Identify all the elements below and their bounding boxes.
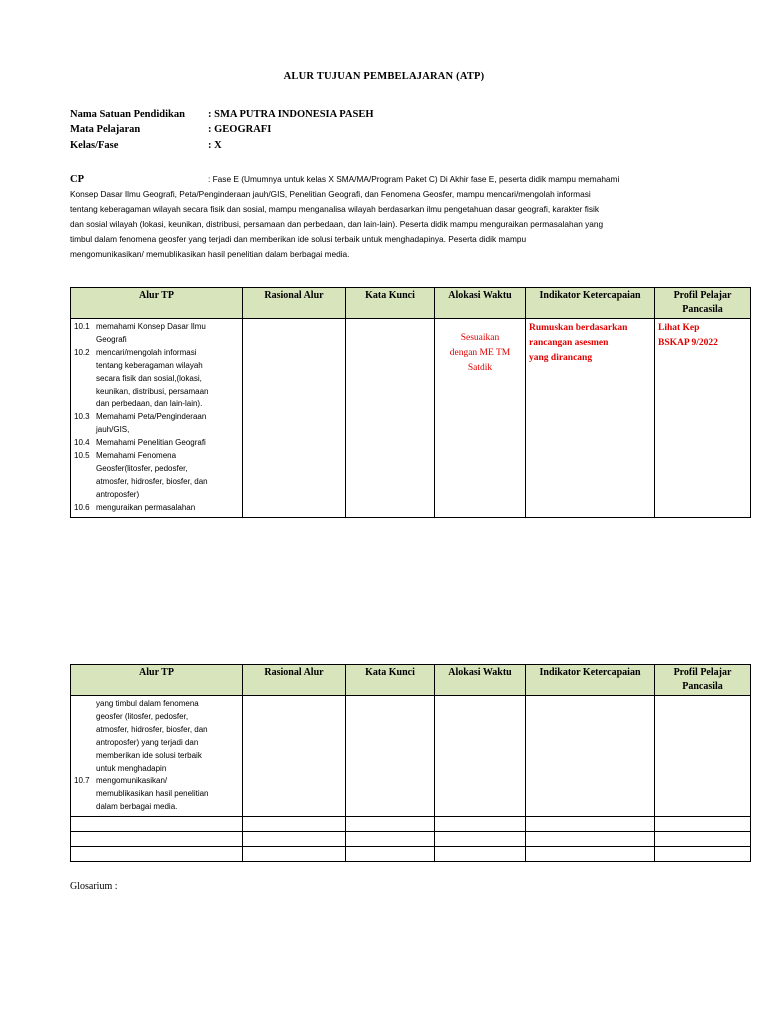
- tp-item: [74, 502, 239, 515]
- tp-item: [74, 321, 239, 347]
- tp-line: untuk menghadapin: [96, 763, 167, 773]
- rasional-alur-cell: [243, 319, 346, 518]
- table-header-row: [71, 665, 751, 696]
- profil-cell: [655, 319, 751, 518]
- cp-line: Konsep Dasar Ilmu Geografi, Peta/Penginderaan jauh/GIS, Penelitian Geografi, dan Fenomena Geosfer, mampu mencari/mengolah informasi: [70, 189, 591, 199]
- profil-line: Lihat Kep: [658, 323, 700, 333]
- empty-cell: [655, 847, 751, 862]
- alokasi-line: Sesuaikan: [460, 333, 500, 343]
- header-alokasi-waktu: Alokasi Waktu: [435, 665, 526, 696]
- tp-number: 10.5: [74, 451, 90, 461]
- cp-paragraph: [70, 172, 695, 262]
- tp-item: [74, 775, 239, 814]
- meta-label: Nama Satuan Pendidikan: [70, 109, 185, 120]
- kata-kunci-cell: [346, 319, 435, 518]
- kata-kunci-cell: [346, 696, 435, 817]
- tp-number: 10.3: [74, 412, 90, 422]
- tp-number: 10.4: [74, 438, 90, 448]
- tp-line: dalam berbagai media.: [96, 802, 178, 812]
- tp-item: [74, 437, 239, 450]
- empty-cell: [526, 847, 655, 862]
- tp-line: secara fisik dan sosial,(lokasi,: [96, 373, 202, 383]
- header-alur-tp: Alur TP: [71, 665, 243, 696]
- tp-number: 10.7: [74, 776, 90, 786]
- tp-line: Geografi: [96, 334, 127, 344]
- table-row-empty: [71, 832, 751, 847]
- table-row: [71, 696, 751, 817]
- rasional-alur-cell: [243, 696, 346, 817]
- header-rasional-alur: Rasional Alur: [243, 288, 346, 319]
- profil-line: BSKAP 9/2022: [658, 338, 718, 348]
- alokasi-line: Satdik: [467, 363, 493, 373]
- empty-cell: [435, 847, 526, 862]
- meta-row-school: [70, 109, 374, 120]
- tp-line: antroposfer) yang terjadi dan: [96, 737, 199, 747]
- empty-cell: [435, 817, 526, 832]
- tp-number: 10.6: [74, 502, 90, 512]
- cp-line: mengomunikasikan/ memublikasikan hasil penelitian dalam berbagai media.: [70, 249, 350, 259]
- alur-tp-cell: [71, 696, 243, 817]
- tp-line: dan perbedaan, dan lain-lain).: [96, 399, 203, 409]
- header-indikator: Indikator Ketercapaian: [526, 288, 655, 319]
- tp-number: 10.2: [74, 347, 90, 357]
- table-row: [71, 319, 751, 518]
- meta-row-class: [70, 140, 222, 151]
- header-alokasi-waktu: Alokasi Waktu: [435, 288, 526, 319]
- profil-cell: [655, 696, 751, 817]
- tp-item: [74, 347, 239, 412]
- empty-cell: [655, 832, 751, 847]
- empty-cell: [346, 847, 435, 862]
- header-kata-kunci: Kata Kunci: [346, 288, 435, 319]
- empty-cell: [243, 817, 346, 832]
- tp-line: tentang keberagaman wilayah: [96, 360, 203, 370]
- meta-value: : GEOGRAFI: [208, 124, 272, 135]
- table-row-empty: [71, 817, 751, 832]
- tp-line: memberikan ide solusi terbaik: [96, 750, 202, 760]
- tp-line: Geosfer(litosfer, pedosfer,: [96, 463, 188, 473]
- empty-cell: [526, 817, 655, 832]
- empty-cell: [71, 847, 243, 862]
- cp-line: : Fase E (Umumnya untuk kelas X SMA/MA/Program Paket C) Di Akhir fase E, peserta didik mampu memahami: [208, 174, 620, 184]
- empty-cell: [346, 832, 435, 847]
- atp-table-2: [70, 664, 751, 862]
- document-title: ALUR TUJUAN PEMBELAJARAN (ATP): [283, 71, 485, 82]
- indikator-cell: [526, 319, 655, 518]
- tp-continuation: [74, 698, 239, 775]
- alokasi-waktu-cell: [435, 696, 526, 817]
- empty-cell: [243, 847, 346, 862]
- header-kata-kunci: Kata Kunci: [346, 665, 435, 696]
- meta-label: Mata Pelajaran: [70, 124, 141, 135]
- tp-line: atmosfer, hidrosfer, biosfer, dan: [96, 724, 208, 734]
- cp-line: dan sosial wilayah (lokasi, keunikan, distribusi, persamaan dan perbedaan, dan lain-lain). Peserta didik mampu menguraikan permasalahan yang: [70, 219, 604, 229]
- alokasi-waktu-cell: [435, 319, 526, 518]
- meta-value: : X: [208, 140, 222, 151]
- tp-line: menguraikan permasalahan: [96, 502, 196, 512]
- tp-item: [74, 450, 239, 502]
- indikator-line: yang dirancang: [529, 353, 593, 363]
- cp-label: CP: [70, 174, 84, 185]
- empty-cell: [243, 832, 346, 847]
- tp-line: Memahami Peta/Penginderaan: [96, 412, 207, 422]
- cp-line: tentang keberagaman wilayah secara fisik dan sosial, mampu menganalisa wilayah berdasarkan ilmu pengetahuan dasar geografi, karakter fisik: [70, 204, 599, 214]
- empty-cell: [655, 817, 751, 832]
- tp-line: memahami Konsep Dasar Ilmu: [96, 322, 206, 331]
- empty-cell: [71, 832, 243, 847]
- tp-number: 10.1: [74, 322, 90, 331]
- tp-line: jauh/GIS,: [96, 425, 130, 435]
- meta-value: : SMA PUTRA INDONESIA PASEH: [208, 109, 374, 120]
- tp-line: mengomunikasikan/: [96, 776, 168, 786]
- glosarium-label: Glosarium :: [70, 881, 118, 892]
- tp-line: Memahami Fenomena: [96, 451, 177, 461]
- meta-row-subject: [70, 124, 271, 135]
- tp-line: keunikan, distribusi, persamaan: [96, 386, 209, 396]
- meta-label: Kelas/Fase: [70, 140, 119, 151]
- tp-line: mencari/mengolah informasi: [96, 347, 197, 357]
- header-alur-tp: Alur TP: [71, 288, 243, 319]
- cp-line: timbul dalam fenomena geosfer yang terjadi dan memberikan ide solusi terbaik untuk menghadapinya. Peserta didik mampu: [70, 234, 527, 244]
- table-row-empty: [71, 847, 751, 862]
- table-header-row: [71, 288, 751, 319]
- header-indikator: Indikator Ketercapaian: [526, 665, 655, 696]
- tp-line: Memahami Penelitian Geografi: [96, 438, 206, 448]
- tp-line: geosfer (litosfer, pedosfer,: [96, 711, 189, 721]
- empty-cell: [435, 832, 526, 847]
- tp-line: atmosfer, hidrosfer, biosfer, dan: [96, 476, 208, 486]
- indikator-line: Rumuskan berdasarkan: [529, 323, 628, 333]
- empty-cell: [71, 817, 243, 832]
- indikator-line: rancangan asesmen: [529, 338, 609, 348]
- header-profil: Profil Pelajar Pancasila: [655, 665, 751, 696]
- tp-line: memublikasikan hasil penelitian: [96, 789, 209, 799]
- alokasi-line: dengan ME TM: [449, 348, 511, 358]
- alur-tp-cell: [71, 319, 243, 518]
- header-rasional-alur: Rasional Alur: [243, 665, 346, 696]
- tp-line: antroposfer): [96, 489, 140, 499]
- tp-item: [74, 411, 239, 437]
- header-profil: Profil Pelajar Pancasila: [655, 288, 751, 319]
- indikator-cell: [526, 696, 655, 817]
- empty-cell: [346, 817, 435, 832]
- empty-cell: [526, 832, 655, 847]
- atp-table-1: [70, 287, 751, 518]
- tp-line: yang timbul dalam fenomena: [96, 699, 199, 708]
